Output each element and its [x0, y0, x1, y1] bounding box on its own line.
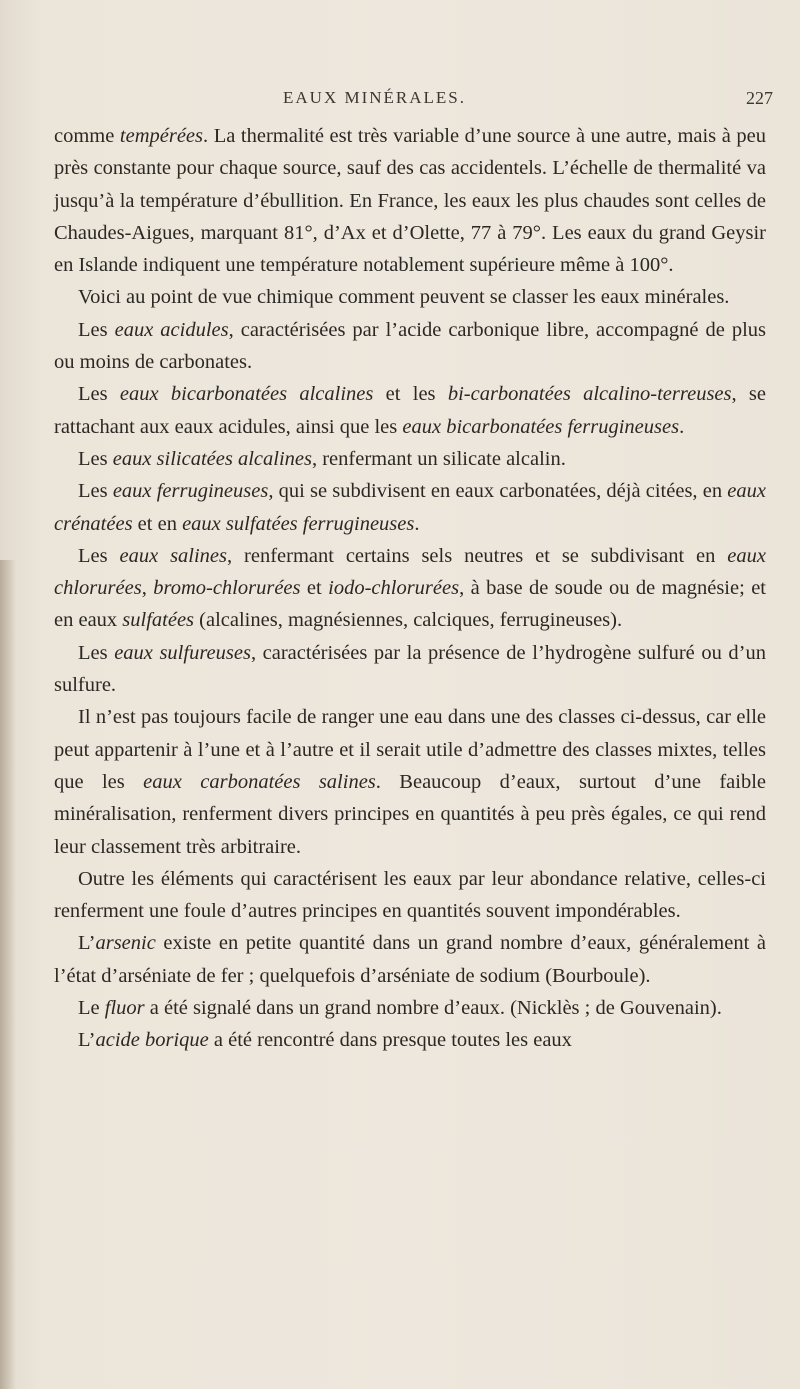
text-run: Il n’est pas toujours facile de ranger une eau dans une des classes ci-dessus, car elle peut appartenir à l’une et à l’autre et il serait utile d’admettre des classes mixtes, telles que les [54, 706, 766, 793]
italic-term: iodo-chlorurées [328, 577, 460, 600]
italic-term: eaux bicarbonatées ferrugineuses [402, 415, 680, 438]
text-run: Voici au point de vue chimique comment peuvent se classer les eaux minérales. [78, 286, 730, 309]
text-run: a été rencontré dans presque toutes les eaux [208, 1029, 572, 1052]
page-edge-shadow [0, 560, 16, 1389]
paragraph [54, 281, 766, 313]
italic-term: eaux ferrugineuses [112, 480, 269, 503]
paragraph [54, 443, 766, 475]
italic-term: eaux sulfatées ferrugineuses [182, 512, 415, 535]
italic-term: eaux crénatées [54, 480, 766, 535]
italic-term: eaux salines [119, 544, 228, 567]
italic-term: acide borique [95, 1029, 209, 1052]
text-run: , renfermant un silicate alcalin. [311, 447, 566, 470]
text-run: Les [78, 480, 113, 503]
italic-term: sulfatées [122, 609, 195, 632]
body-text [54, 120, 766, 1057]
paragraph [54, 314, 766, 379]
paragraph [54, 927, 766, 992]
text-run: , [141, 577, 154, 600]
text-run: et [300, 577, 329, 600]
italic-term: tempérées [119, 125, 204, 147]
text-run: Les [78, 383, 120, 406]
italic-term: bromo-chlorurées [153, 577, 301, 600]
paragraph [54, 475, 766, 540]
paragraph [54, 863, 766, 928]
text-run: et en [132, 512, 183, 535]
text-run: Les [78, 641, 115, 664]
text-run: Les [78, 318, 115, 341]
text-run: , qui se subdivisent en eaux carbonatées, déjà citées, en [268, 480, 728, 503]
paragraph [54, 701, 766, 862]
text-run: Outre les éléments qui caractérisent les eaux par leur abondance relative, celles-ci renferment une foule d’autres principes en quantités souvent impondérables. [54, 867, 766, 923]
running-title: EAUX MINÉRALES. [283, 88, 466, 107]
paragraph [54, 637, 766, 702]
italic-term: eaux chlorurées [54, 544, 766, 600]
text-run: . [414, 512, 420, 535]
italic-term: eaux carbonatées salines [143, 770, 376, 793]
italic-term: eaux silicatées alcalines [112, 447, 312, 470]
text-run: , caractérisées par l’acide carbonique libre, accompagné de plus ou moins de carbonates. [54, 318, 767, 374]
text-run: (alcalines, magnésiennes, calciques, ferrugineuses). [194, 609, 623, 632]
text-run: , se rattachant aux eaux acidules, ainsi que les [54, 383, 766, 438]
text-run: comme [54, 125, 120, 147]
text-run: . La thermalité est très variable d’une source à une autre, mais à peu près constante pour chaque source, sauf des cas accidentels. L’échelle de thermalité va jusqu’à la température d’ébullition. En France, les eaux les plus chaudes sont celles de Chaudes-Aigues, marquant 81°, d’Ax et d’Olette, 77 à 79°. Les eaux du grand Geysir en Islande indiquent une température notablement supérieure même à 100°. [54, 125, 766, 277]
italic-term: eaux sulfureuses [114, 641, 251, 664]
text-run: et les [373, 383, 448, 406]
text-run: L’ [78, 1029, 96, 1052]
text-run: Les [78, 447, 113, 470]
running-header [0, 88, 800, 112]
text-run: . Beaucoup d’eaux, surtout d’une faible minéralisation, renferment divers principes en quantités à peu près égales, ce qui rend leur classement très arbitraire. [54, 770, 767, 858]
text-run: , renfermant certains sels neutres et se subdivisant en [227, 544, 728, 567]
text-run: existe en petite quantité dans un grand nombre d’eaux, généralement à l’état d’arséniate de fer ; quelquefois d’arséniate de sodium (Bourboule). [54, 932, 766, 987]
text-run: a été signalé dans un grand nombre d’eaux. (Nicklès ; de Gouvenain). [144, 997, 722, 1020]
paragraph [54, 1024, 766, 1056]
italic-term: eaux bicarbonatées alcalines [119, 383, 374, 406]
italic-term: eaux acidules [114, 318, 229, 341]
text-run: . [679, 415, 685, 438]
paragraph [54, 378, 766, 443]
paragraph [54, 540, 766, 637]
text-run: Le [78, 997, 105, 1020]
page-number: 227 [746, 88, 773, 108]
paragraph [54, 992, 766, 1024]
paragraph [54, 120, 766, 281]
text-run: , caractérisées par la présence de l’hydrogène sulfuré ou d’un sulfure. [54, 641, 767, 697]
text-run: Les [78, 544, 120, 567]
italic-term: arsenic [95, 932, 156, 955]
text-run: L’ [78, 932, 96, 955]
text-run: , à base de soude ou de magnésie; et en eaux [54, 577, 766, 632]
italic-term: fluor [104, 997, 145, 1020]
italic-term: bi-carbonatées alcalino-terreuses [447, 383, 732, 406]
